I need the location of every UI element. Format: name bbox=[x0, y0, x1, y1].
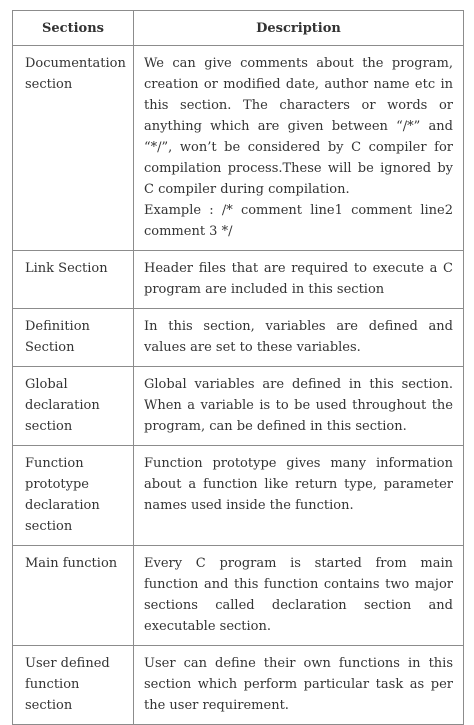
section-name-cell: User defined function section bbox=[13, 646, 134, 725]
c-program-sections-table bbox=[12, 10, 464, 725]
header-sections: Sections bbox=[13, 11, 134, 46]
section-name-cell: Main function bbox=[13, 546, 134, 646]
header-description: Description bbox=[134, 11, 464, 46]
c-program-sections-table-wrapper bbox=[12, 10, 463, 725]
section-name-cell: Function prototype declaration section bbox=[13, 446, 134, 546]
section-description-cell bbox=[134, 46, 464, 251]
section-name-cell: Definition Section bbox=[13, 309, 134, 367]
table-row bbox=[13, 367, 464, 446]
section-description-cell: Every C program is started from main function and this function contains two major sections called declaration section and executable section. bbox=[134, 546, 464, 646]
table-row bbox=[13, 646, 464, 725]
section-description-cell: Header files that are required to execute a C program are included in this section bbox=[134, 251, 464, 309]
section-description-cell: Function prototype gives many information about a function like return type, parameter names used inside the function. bbox=[134, 446, 464, 546]
description-text: We can give comments about the program, creation or modified date, author name etc in this section. The characters or words or anything which are given between “/*” and “*/”, won’t be considered by C compiler for compilation process.These will be ignored by C compiler during compilation. bbox=[144, 56, 453, 197]
section-name-cell: Global declaration section bbox=[13, 367, 134, 446]
section-description-cell: In this section, variables are defined and values are set to these variables. bbox=[134, 309, 464, 367]
table-row bbox=[13, 546, 464, 646]
table-row bbox=[13, 46, 464, 251]
section-name-cell: Documentation section bbox=[13, 46, 134, 251]
table-header-row bbox=[13, 11, 464, 46]
table-row bbox=[13, 251, 464, 309]
table-row bbox=[13, 446, 464, 546]
table-row bbox=[13, 309, 464, 367]
section-name-cell: Link Section bbox=[13, 251, 134, 309]
section-description-cell: User can define their own functions in this section which perform particular task as per the user requirement. bbox=[134, 646, 464, 725]
example-text: Example : /* comment line1 comment line2 comment 3 */ bbox=[144, 203, 453, 239]
section-description-cell: Global variables are defined in this section. When a variable is to be used throughout the program, can be defined in this section. bbox=[134, 367, 464, 446]
